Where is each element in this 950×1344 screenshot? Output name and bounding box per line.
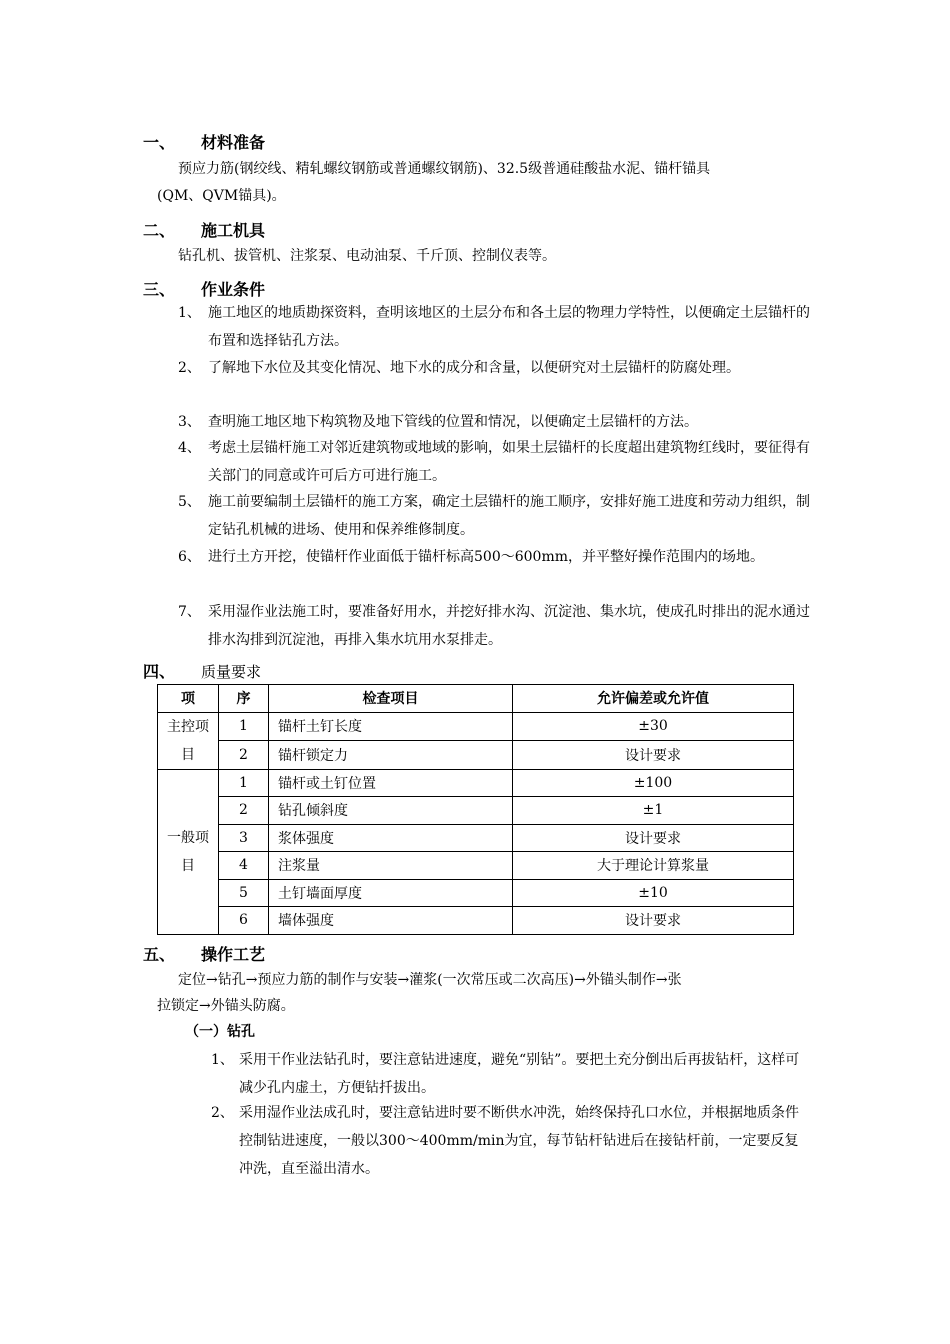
section-title: 操作工艺 — [201, 945, 266, 964]
section-heading-tools — [143, 221, 265, 241]
section-number: 三、 — [143, 280, 176, 299]
list-number: 7、 — [178, 604, 201, 620]
section-number: 四、 — [143, 662, 176, 681]
paragraph-line: 定位→钻孔→预应力筋的制作与安装→灌浆(一次常压或二次高压)→外锚头制作→张 — [178, 972, 682, 988]
seq-cell: 4 — [219, 852, 269, 880]
item-cell: 土钉墙面厚度 — [269, 879, 513, 907]
list-number: 3、 — [178, 414, 201, 430]
item-cell: 锚杆锁定力 — [269, 741, 513, 770]
paragraph-line: (QM、QVM锚具)。 — [157, 188, 286, 204]
list-number: 1、 — [211, 1052, 234, 1068]
value-cell: 设计要求 — [513, 907, 794, 935]
section-heading-quality — [143, 662, 261, 682]
value-cell: ±10 — [513, 879, 794, 907]
section-number: 二、 — [143, 221, 176, 240]
table-row — [158, 852, 794, 880]
section-title: 施工机具 — [201, 221, 266, 240]
table-row — [158, 769, 794, 797]
seq-cell: 5 — [219, 879, 269, 907]
list-text: 施工地区的地质勘探资料，查明该地区的土层分布和各土层的物理力学特性，以便确定土层锚杆的布置和选择钻孔方法。 — [208, 305, 810, 349]
seq-cell: 3 — [219, 824, 269, 852]
section-number: 五、 — [143, 945, 176, 964]
subheading-drilling: （一）钻孔 — [185, 1024, 255, 1040]
section-title: 质量要求 — [201, 663, 262, 681]
paragraph-line: 钻孔机、拔管机、注浆泵、电动油泵、千斤顶、控制仪表等。 — [178, 248, 556, 264]
table-row — [158, 712, 794, 741]
list-number: 6、 — [178, 549, 201, 565]
list-number: 2、 — [178, 360, 201, 376]
list-text: 采用干作业法钻孔时，要注意钻进速度，避免“别钻”。要把土充分倒出后再拔钻杆，这样可减少孔内虚土，方便钻扦拔出。 — [239, 1052, 800, 1096]
value-cell: ±1 — [513, 797, 794, 825]
seq-cell: 2 — [219, 797, 269, 825]
seq-cell: 2 — [219, 741, 269, 770]
section-title: 材料准备 — [201, 133, 266, 152]
list-text: 采用湿作业法施工时，要准备好用水，并挖好排水沟、沉淀池、集水坑，使成孔时排出的泥水通过排水沟排到沉淀池，再排入集水坑用水泵排走。 — [208, 604, 810, 648]
value-cell: 设计要求 — [513, 824, 794, 852]
section-heading-materials — [143, 133, 265, 153]
section-heading-conditions — [143, 280, 265, 300]
list-text: 了解地下水位及其变化情况、地下水的成分和含量，以便研究对土层锚杆的防腐处理。 — [208, 360, 740, 376]
header-tolerance: 允许偏差或允许值 — [513, 685, 794, 713]
value-cell: ±30 — [513, 712, 794, 741]
table-row — [158, 741, 794, 770]
list-text: 施工前要编制土层锚杆的施工方案，确定土层锚杆的施工顺序，安排好施工进度和劳动力组织，制定钻孔机械的进场、使用和保养维修制度。 — [208, 494, 810, 538]
item-cell: 注浆量 — [269, 852, 513, 880]
quality-table — [157, 684, 794, 935]
paragraph-line: 预应力筋(钢绞线、精轧螺纹钢筋或普通螺纹钢筋)、32.5级普通硅酸盐水泥、锚杆锚具 — [178, 161, 711, 177]
list-number: 2、 — [211, 1105, 234, 1121]
item-cell: 浆体强度 — [269, 824, 513, 852]
value-cell: 设计要求 — [513, 741, 794, 770]
list-text: 查明施工地区地下构筑物及地下管线的位置和情况，以便确定土层锚杆的方法。 — [208, 414, 698, 430]
table-row — [158, 797, 794, 825]
table-header-row — [158, 685, 794, 713]
seq-cell: 6 — [219, 907, 269, 935]
list-text: 采用湿作业法成孔时，要注意钻进时要不断供水冲洗，始终保持孔口水位，并根据地质条件控制钻进速度，一般以300～400mm/min为宜，每节钻杆钻进后在接钻杆前，一定要反复冲洗，直至溢出清水。 — [239, 1105, 799, 1177]
item-cell: 锚杆土钉长度 — [269, 712, 513, 741]
item-cell: 钻孔倾斜度 — [269, 797, 513, 825]
value-cell: 大于理论计算浆量 — [513, 852, 794, 880]
list-text: 进行土方开挖，使锚杆作业面低于锚杆标高500～600mm，并平整好操作范围内的场地。 — [208, 549, 764, 565]
section-number: 一、 — [143, 133, 176, 152]
seq-cell: 1 — [219, 769, 269, 797]
list-number: 5、 — [178, 494, 201, 510]
table-row — [158, 824, 794, 852]
table-row — [158, 879, 794, 907]
list-text: 考虑土层锚杆施工对邻近建筑物或地域的影响，如果土层锚杆的长度超出建筑物红线时，要征得有关部门的同意或许可后方可进行施工。 — [208, 440, 810, 484]
header-sequence: 序 — [219, 685, 269, 713]
table-row — [158, 907, 794, 935]
seq-cell: 1 — [219, 712, 269, 741]
list-number: 4、 — [178, 440, 201, 456]
group-general: 一般项目 — [158, 769, 219, 934]
header-check-item: 检查项目 — [269, 685, 513, 713]
list-number: 1、 — [178, 305, 201, 321]
item-cell: 锚杆或土钉位置 — [269, 769, 513, 797]
section-heading-process — [143, 945, 265, 965]
item-cell: 墙体强度 — [269, 907, 513, 935]
paragraph-line: 拉锁定→外锚头防腐。 — [157, 998, 295, 1014]
group-main-control: 主控项目 — [158, 712, 219, 769]
value-cell: ±100 — [513, 769, 794, 797]
header-category: 项 — [158, 685, 219, 713]
section-title: 作业条件 — [201, 280, 266, 299]
